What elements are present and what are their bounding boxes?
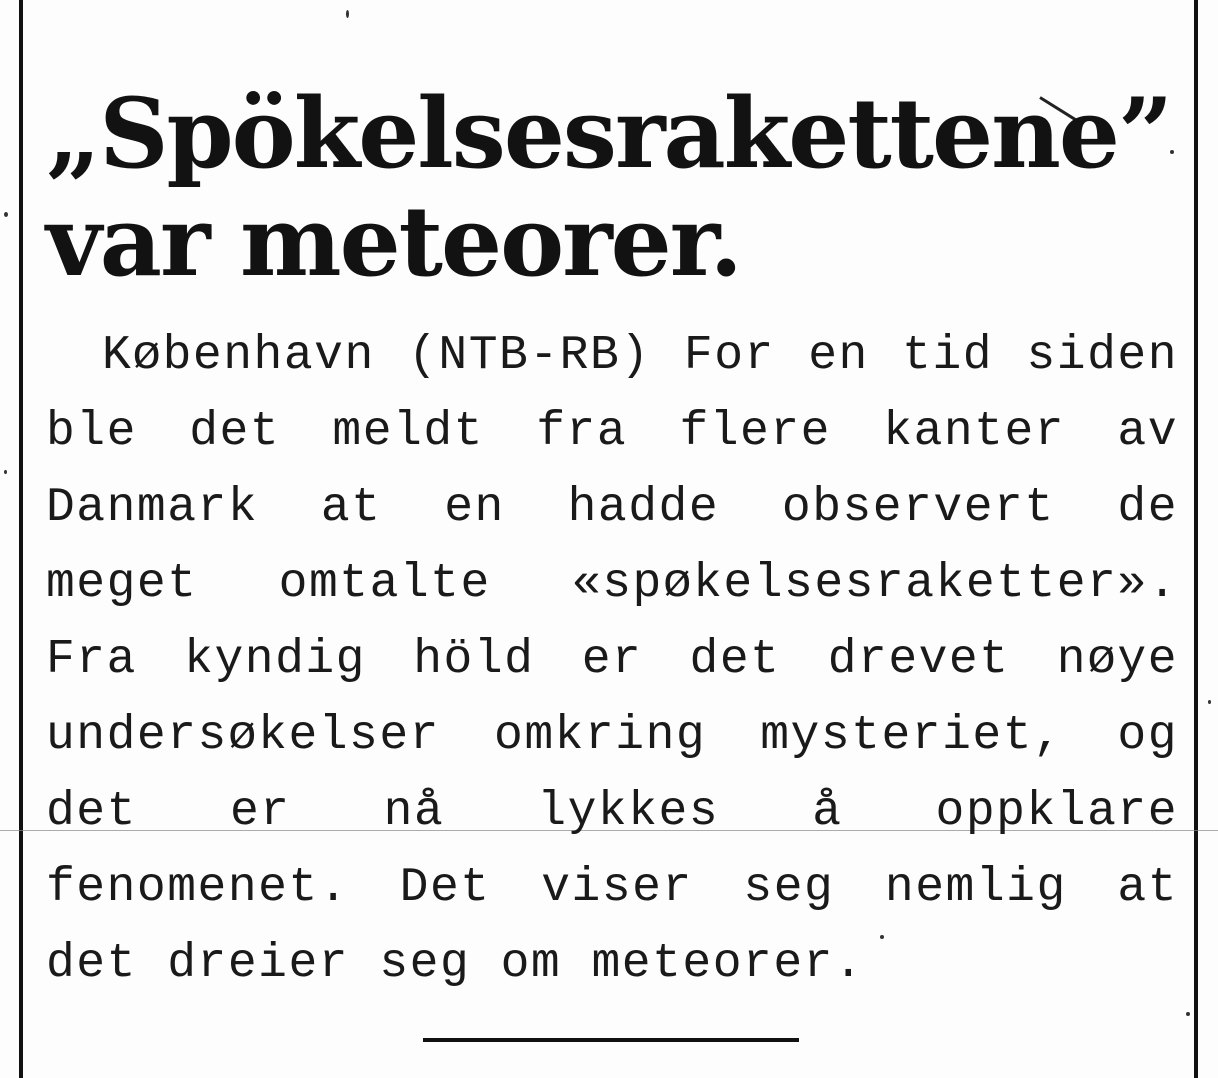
headline [46, 77, 1178, 298]
print-speck [346, 10, 349, 18]
headline-line-1: „Spökelsesrakettene” [46, 77, 1172, 190]
print-speck [1186, 1012, 1190, 1016]
article [46, 77, 1178, 1002]
end-rule [423, 1038, 799, 1042]
headline-line-2: var meteorer. [46, 185, 741, 298]
print-speck [4, 212, 8, 217]
print-speck [4, 470, 7, 474]
column-rule-left [19, 0, 23, 1078]
column-rule-right [1194, 0, 1198, 1078]
article-body: København (NTB-RB) For en tid siden ble det meldt fra flere kanter av Danmark at en hadde observert de meget omtalte «spøkelsesraketter». Fra kyndig höld er det drevet nøye undersøkelser omkring mysteriet, og det er nå lykkes å oppklare fenomenet. Det viser seg nemlig at det dreier seg om meteorer. [46, 329, 1178, 991]
print-speck [1208, 700, 1211, 704]
